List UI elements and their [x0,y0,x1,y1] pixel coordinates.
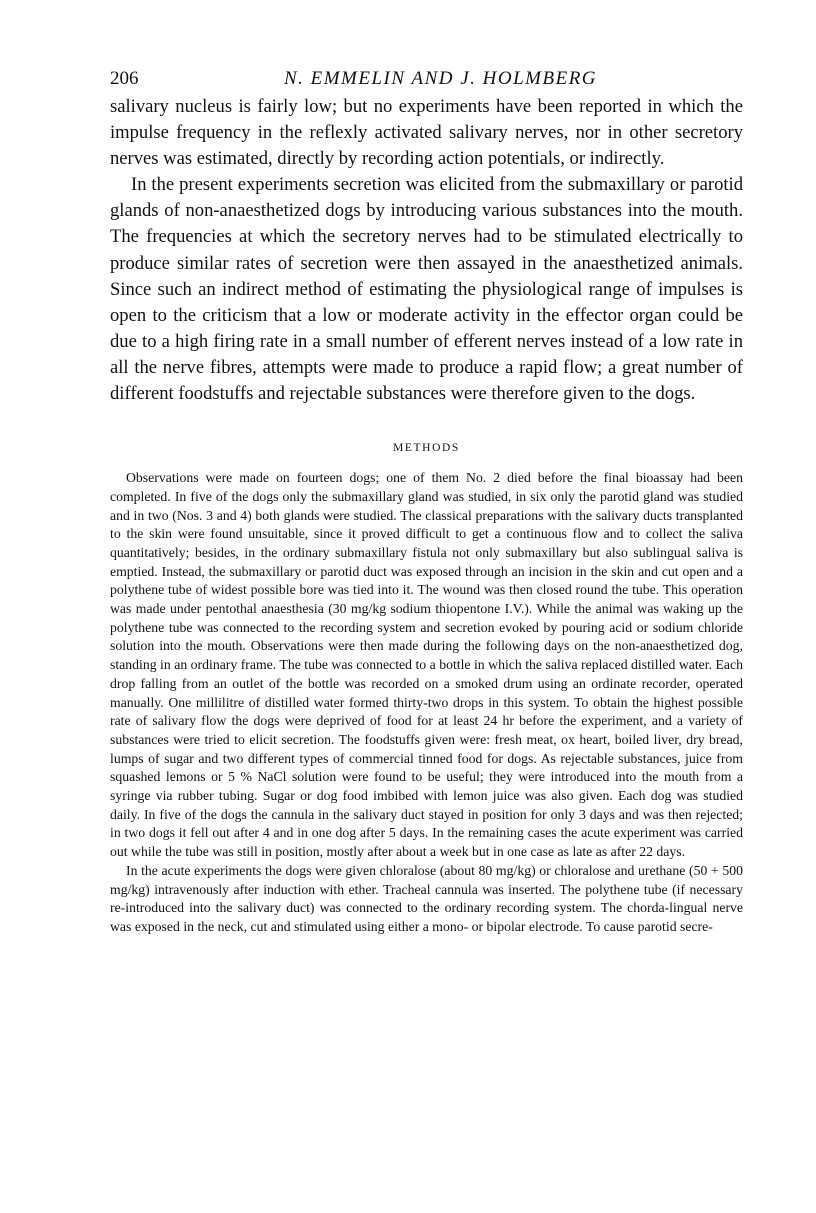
methods-paragraph-1: Observations were made on fourteen dogs; one of them No. 2 died before the final bioassay had been completed. In five of the dogs only the submaxillary gland was studied, in six only the parotid gland was studied and in two (Nos. 3 and 4) both glands were studied. The classical preparations with the salivary ducts transplanted to the skin were found unsuitable, since it proved difficult to get a continuous flow and to collect the saliva quantitatively; besides, in the ordinary submaxillary fistula not only submaxillary but also sublingual saliva is emptied. Instead, the submaxillary or parotid duct was exposed through an incision in the skin and cut open and a polythene tube of widest possible bore was tied into it. The wound was then closed round the tube. This operation was made under pentothal anaesthesia (30 mg/kg sodium thiopentone I.V.). While the animal was waking up the polythene tube was connected to the recording system and secretion evoked by pouring acid or sodium chloride solution into the mouth. Observations were then made during the following days on the non-anaesthetized dog, standing in an ordinary frame. The tube was connected to a bottle in which the saliva replaced distilled water. Each drop falling from an outlet of the bottle was recorded on a smoked drum using an ordinate recorder, operated manually. One millilitre of distilled water formed thirty-two drops in this system. To obtain the highest possible rate of salivary flow the dogs were deprived of food for at least 24 hr before the experiment, and a variety of substances were tried to elicit secretion. The foodstuffs given were: fresh meat, ox heart, boiled liver, dry bread, lumps of sugar and two different types of commercial tinned food for dogs. As rejectable substances, juice from squashed lemons or 5 % NaCl solution were found to be useful; they were introduced into the mouth from a syringe via rubber tubing. Sugar or dog food imbibed with lemon juice was also given. Each dog was studied daily. In five of the dogs the cannula in the salivary duct stayed in position for only 3 days and was then rejected; in two dogs it fell out after 4 and in one dog after 5 days. In the remaining cases the acute experiment was carried out while the tube was still in position, mostly after about a week but in one case as late as after 22 days. [110,470,743,860]
page-number: 206 [110,68,139,89]
methods-section [110,441,743,937]
intro-paragraph-2: In the present experiments secretion was elicited from the submaxillary or parotid glands of non-anaesthetized dogs by introducing various substances into the mouth. The frequencies at which the secretory nerves had to be stimulated electrically to produce similar rates of secretion were then assayed in the anaesthetized animals. Since such an indirect method of estimating the physiological range of impulses is open to the criticism that a low or moderate activity in the effector organ could be due to a high firing rate in a small number of efferent nerves instead of a low rate in all the nerve fibres, attempts were made to produce a rapid flow; a great number of different foodstuffs and rejectable substances were therefore given to the dogs. [110,174,743,405]
journal-page [110,64,743,937]
methods-heading: METHODS [393,442,460,455]
methods-paragraph-2: In the acute experiments the dogs were given chloralose (about 80 mg/kg) or chloralose and urethane (50 + 500 mg/kg) intravenously after induction with ether. Tracheal cannula was inserted. The polythene tube (if necessary re-introduced into the salivary duct) was connected to the ordinary recording system. The chorda-lingual nerve was exposed in the neck, cut and stimulated using either a mono- or bipolar electrode. To cause parotid secre- [110,862,743,934]
intro-section [110,94,743,407]
intro-paragraph-1: salivary nucleus is fairly low; but no experiments have been reported in which the impulse frequency in the reflexly activated salivary nerves, nor in other secretory nerves was estimated, directly by recording action potentials, or indirectly. [110,96,743,170]
running-head [110,64,743,94]
running-head-authors: N. EMMELIN AND J. HOLMBERG [283,68,598,89]
